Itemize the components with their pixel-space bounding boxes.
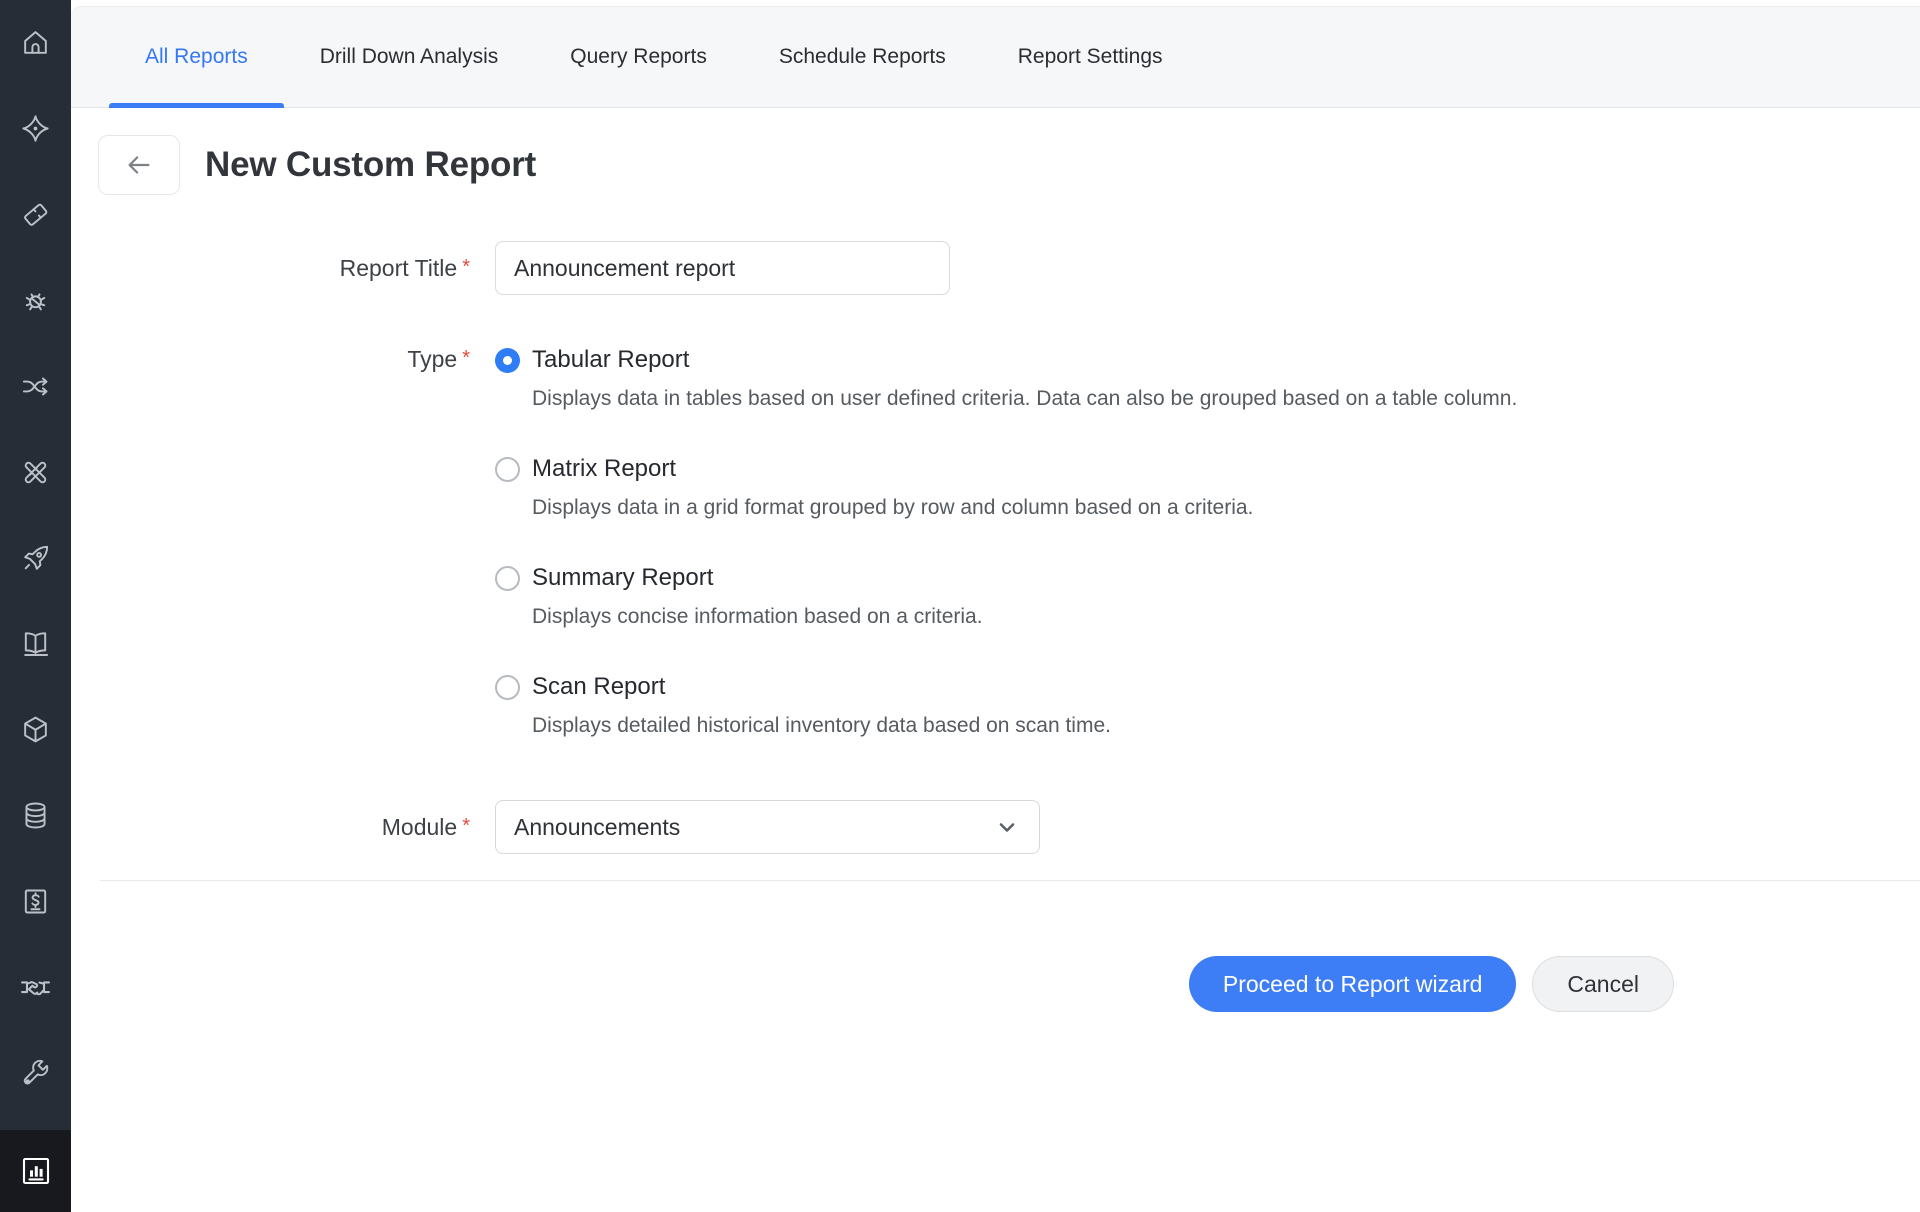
bug-icon <box>20 285 51 316</box>
required-asterisk: * <box>462 814 470 837</box>
option-label[interactable]: Matrix Report <box>532 455 677 482</box>
shuffle-icon <box>20 371 51 402</box>
tab-all-reports[interactable]: All Reports <box>109 7 284 107</box>
bar-chart-icon <box>18 1153 54 1189</box>
radio-summary-report[interactable] <box>495 566 520 591</box>
report-title-label: Report Title * <box>339 254 470 281</box>
new-report-form <box>71 241 1920 854</box>
nav-item-cube[interactable] <box>0 701 71 759</box>
nav-item-handshake[interactable] <box>0 958 71 1016</box>
nav-item-design-tools[interactable] <box>0 443 71 501</box>
design-tools-icon <box>20 457 51 488</box>
tab-report-settings[interactable]: Report Settings <box>1017 45 1163 68</box>
report-title-row <box>71 241 1920 295</box>
option-scan-report <box>495 673 1517 738</box>
option-description: Displays concise information based on a criteria. <box>532 605 983 628</box>
billing-icon <box>20 886 51 917</box>
module-label: Module * <box>381 813 470 840</box>
form-actions <box>71 956 1920 1012</box>
module-select[interactable] <box>495 800 1040 854</box>
ticket-icon <box>20 199 51 230</box>
cancel-button[interactable]: Cancel <box>1532 956 1674 1012</box>
option-label[interactable]: Scan Report <box>532 673 666 700</box>
report-type-row <box>71 346 1920 738</box>
handshake-icon <box>19 971 52 1004</box>
nav-item-rocket[interactable] <box>0 529 71 587</box>
pinwheel-icon <box>20 113 51 144</box>
wrench-icon <box>20 1058 51 1089</box>
nav-item-shuffle[interactable] <box>0 357 71 415</box>
home-icon <box>20 27 51 58</box>
nav-item-pinwheel[interactable] <box>0 100 71 158</box>
arrow-left-icon <box>124 150 154 180</box>
database-icon <box>20 800 51 831</box>
option-description: Displays detailed historical inventory data based on scan time. <box>532 714 1111 737</box>
nav-item-reports-active[interactable] <box>0 1130 71 1212</box>
cube-icon <box>20 714 51 745</box>
section-divider <box>100 880 1920 881</box>
radio-matrix-report[interactable] <box>495 457 520 482</box>
chevron-down-icon <box>995 815 1019 839</box>
nav-item-ticket[interactable] <box>0 186 71 244</box>
option-description: Displays data in a grid format grouped by row and column based on a criteria. <box>532 496 1254 519</box>
option-description: Displays data in tables based on user defined criteria. Data can also be grouped based on a table column. <box>532 387 1518 410</box>
option-label[interactable]: Summary Report <box>532 564 714 591</box>
option-label[interactable]: Tabular Report <box>532 346 690 373</box>
tab-query-reports[interactable]: Query Reports <box>570 45 707 68</box>
nav-item-wrench[interactable] <box>0 1044 71 1102</box>
back-button[interactable] <box>98 135 180 195</box>
nav-item-book[interactable] <box>0 615 71 673</box>
page-title: New Custom Report <box>205 145 537 184</box>
main-content <box>71 0 1920 1212</box>
report-title-input[interactable] <box>495 241 950 295</box>
report-tabs <box>71 6 1920 108</box>
module-select-value: Announcements <box>514 813 681 840</box>
report-type-options <box>495 346 1517 738</box>
page-header <box>98 135 1920 195</box>
nav-item-home[interactable] <box>0 14 71 72</box>
sidebar <box>0 0 71 1212</box>
radio-tabular-report[interactable] <box>495 348 520 373</box>
required-asterisk: * <box>462 255 470 278</box>
rocket-icon <box>20 543 51 574</box>
required-asterisk: * <box>462 347 470 369</box>
tab-drill-down-analysis[interactable]: Drill Down Analysis <box>319 45 499 68</box>
nav-item-database[interactable] <box>0 787 71 845</box>
radio-scan-report[interactable] <box>495 675 520 700</box>
nav-item-bug[interactable] <box>0 272 71 330</box>
nav-item-billing[interactable] <box>0 873 71 931</box>
option-summary-report <box>495 564 1517 629</box>
option-tabular-report <box>495 346 1517 411</box>
tab-schedule-reports[interactable]: Schedule Reports <box>778 45 946 68</box>
proceed-to-report-wizard-button[interactable]: Proceed to Report wizard <box>1189 956 1517 1012</box>
module-row <box>71 800 1920 854</box>
book-icon <box>20 628 51 659</box>
report-type-label: Type * <box>407 346 470 372</box>
option-matrix-report <box>495 455 1517 520</box>
